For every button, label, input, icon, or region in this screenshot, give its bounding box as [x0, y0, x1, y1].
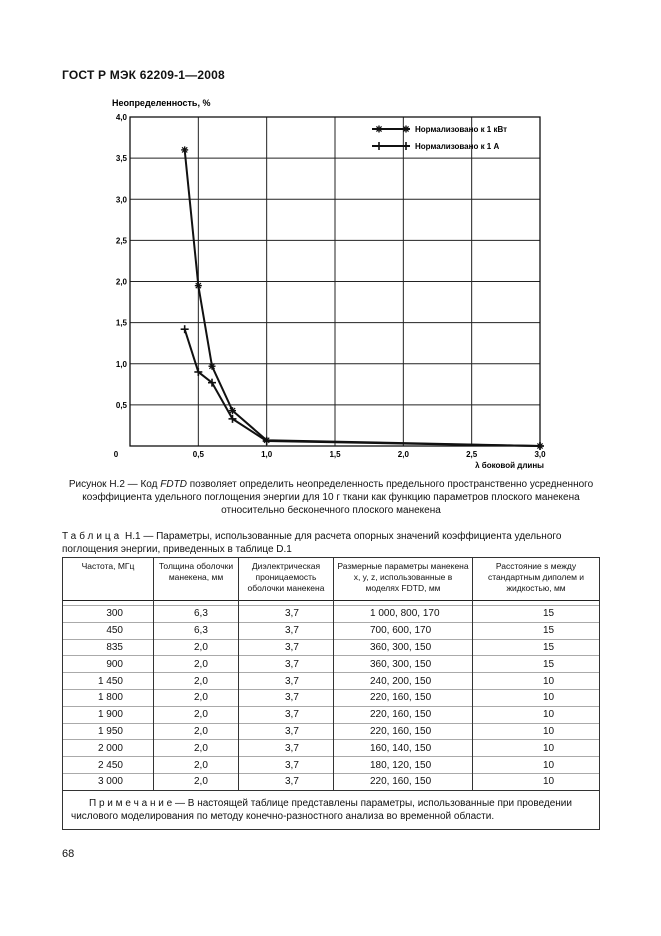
y-tick-label: 1,5 [115, 318, 127, 328]
table-cell: 6,3 [154, 622, 239, 639]
table-cell: 3,7 [239, 706, 334, 723]
table-cell: 3 000 [63, 773, 154, 790]
y-tick-label: 3,0 [115, 195, 127, 205]
y-tick-labels [116, 113, 128, 410]
table-cell: 700, 600, 170 [334, 622, 473, 639]
table-row [63, 757, 600, 774]
x-tick-label: 2,5 [466, 450, 478, 459]
table-cell: 3,7 [239, 606, 334, 623]
parameters-table [62, 557, 600, 830]
table-cell: 2,0 [154, 639, 239, 656]
data-point [209, 363, 216, 370]
table-cell: 10 [473, 689, 600, 706]
table-cell: 3,7 [239, 689, 334, 706]
table-cell: 2,0 [154, 656, 239, 673]
x-tick-label: 0 [113, 450, 119, 459]
table-cell: 3,7 [239, 740, 334, 757]
table-row [63, 639, 600, 656]
table-header: Диэлектрическая проницаемость оболочки манекена [239, 558, 334, 601]
table-cell: 2,0 [154, 740, 239, 757]
table-cell: 180, 120, 150 [334, 757, 473, 774]
table-cell: 835 [63, 639, 154, 656]
table-cell: 220, 160, 150 [334, 773, 473, 790]
table-cell: 1 450 [63, 673, 154, 690]
x-tick-label: 1,5 [329, 450, 341, 459]
y-tick-label: 0,5 [115, 400, 127, 410]
table-cell: 2,0 [154, 773, 239, 790]
y-axis-label: Неопределенность, % [112, 98, 211, 108]
y-tick-label: 2,0 [115, 277, 127, 287]
y-tick-label: 1,0 [115, 359, 127, 369]
table-cell: 1 900 [63, 706, 154, 723]
legend-label: Нормализовано к 1 кВт [415, 125, 508, 134]
figure-caption [62, 478, 600, 517]
legend-marker [403, 126, 410, 133]
table-cell: 3,7 [239, 656, 334, 673]
table-cell: 360, 300, 150 [334, 639, 473, 656]
x-tick-label: 0,5 [192, 450, 204, 459]
table-cell: 15 [473, 639, 600, 656]
x-tick-label: 2,0 [397, 450, 409, 459]
table-row [63, 656, 600, 673]
table-cell: 240, 200, 150 [334, 673, 473, 690]
figure-caption-code: FDTD [160, 479, 187, 490]
table-row [63, 773, 600, 790]
table-title-text: Н.1 — Параметры, использованные для расчета опорных значений коэффициента удельного поглощения энергии, приведенных в таблице D.1 [62, 531, 562, 555]
table-cell: 3,7 [239, 757, 334, 774]
table-cell: 220, 160, 150 [334, 689, 473, 706]
document-header: ГОСТ Р МЭК 62209-1—2008 [62, 68, 225, 82]
table-row [63, 622, 600, 639]
table-header: Толщина оболочки манекена, мм [154, 558, 239, 601]
figure-caption-prefix: Рисунок Н.2 — Код [68, 479, 161, 490]
table-cell: 10 [473, 673, 600, 690]
y-tick-label: 2,5 [115, 236, 127, 246]
table-cell: 15 [473, 656, 600, 673]
table-header: Размерные параметры манекена x, y, z, использованные в моделях FDTD, мм [334, 558, 473, 601]
chart-grid [130, 117, 540, 446]
table-row [63, 673, 600, 690]
series-line-1 [185, 150, 540, 446]
table-cell: 2,0 [154, 673, 239, 690]
table-cell: 900 [63, 656, 154, 673]
table-cell: 15 [473, 622, 600, 639]
x-tick-label: 3,0 [534, 450, 546, 459]
table-row [63, 740, 600, 757]
y-tick-label: 3,5 [115, 154, 127, 164]
table-cell: 1 800 [63, 689, 154, 706]
table-title-word: Таблица [62, 531, 123, 542]
data-point [181, 325, 189, 333]
data-point [536, 442, 544, 450]
table-cell: 220, 160, 150 [334, 723, 473, 740]
table-cell: 10 [473, 723, 600, 740]
data-point [181, 146, 188, 153]
table-cell: 220, 160, 150 [334, 706, 473, 723]
table-cell: 3,7 [239, 773, 334, 790]
table-cell: 300 [63, 606, 154, 623]
legend-marker [375, 142, 383, 150]
table-cell: 1 000, 800, 170 [334, 606, 473, 623]
table-cell: 10 [473, 706, 600, 723]
table-note: П р и м е ч а н и е — В настоящей таблице представлены параметры, использованные при проведении числового моделирования по методу конечно-разностного анализа во временной области. [63, 790, 600, 829]
x-tick-label: 1,0 [261, 450, 273, 459]
table-cell: 2,0 [154, 689, 239, 706]
table-cell: 10 [473, 773, 600, 790]
table-cell: 3,7 [239, 723, 334, 740]
table-title [62, 530, 602, 556]
table-row [63, 706, 600, 723]
table-cell: 360, 300, 150 [334, 656, 473, 673]
table-row [63, 606, 600, 623]
table-cell: 1 950 [63, 723, 154, 740]
table-cell: 2,0 [154, 723, 239, 740]
table-cell: 3,7 [239, 639, 334, 656]
series-line-2 [185, 329, 540, 446]
table-row [63, 689, 600, 706]
legend-marker [376, 126, 383, 133]
table-header-row [63, 558, 600, 601]
table-cell: 160, 140, 150 [334, 740, 473, 757]
table-cell: 2 450 [63, 757, 154, 774]
table-cell: 10 [473, 757, 600, 774]
y-tick-label: 4,0 [115, 113, 127, 122]
table-row [63, 723, 600, 740]
table-header: Расстояние s между стандартным диполем и жидкостью, мм [473, 558, 600, 601]
table-cell: 450 [63, 622, 154, 639]
chart-legend [372, 125, 507, 151]
table-header: Частота, МГц [63, 558, 154, 601]
table-cell: 15 [473, 606, 600, 623]
table-cell: 2,0 [154, 757, 239, 774]
x-axis-label: λ боковой длины [475, 461, 544, 470]
table-cell: 2 000 [63, 740, 154, 757]
table-cell: 2,0 [154, 706, 239, 723]
x-tick-labels [114, 450, 546, 459]
table-cell: 10 [473, 740, 600, 757]
table-cell: 6,3 [154, 606, 239, 623]
table-cell: 3,7 [239, 673, 334, 690]
data-point [195, 282, 202, 289]
figure-caption-text: позволяет определить неопределенность предельного пространственно усредненного коэффициента удельного поглощения энергии для 10 г ткани как функцию параметров плоского манекена относительно бесконечного плоского манекена [82, 479, 594, 516]
page-number: 68 [62, 848, 75, 860]
table-cell: 3,7 [239, 622, 334, 639]
legend-label: Нормализовано к 1 А [415, 142, 500, 151]
